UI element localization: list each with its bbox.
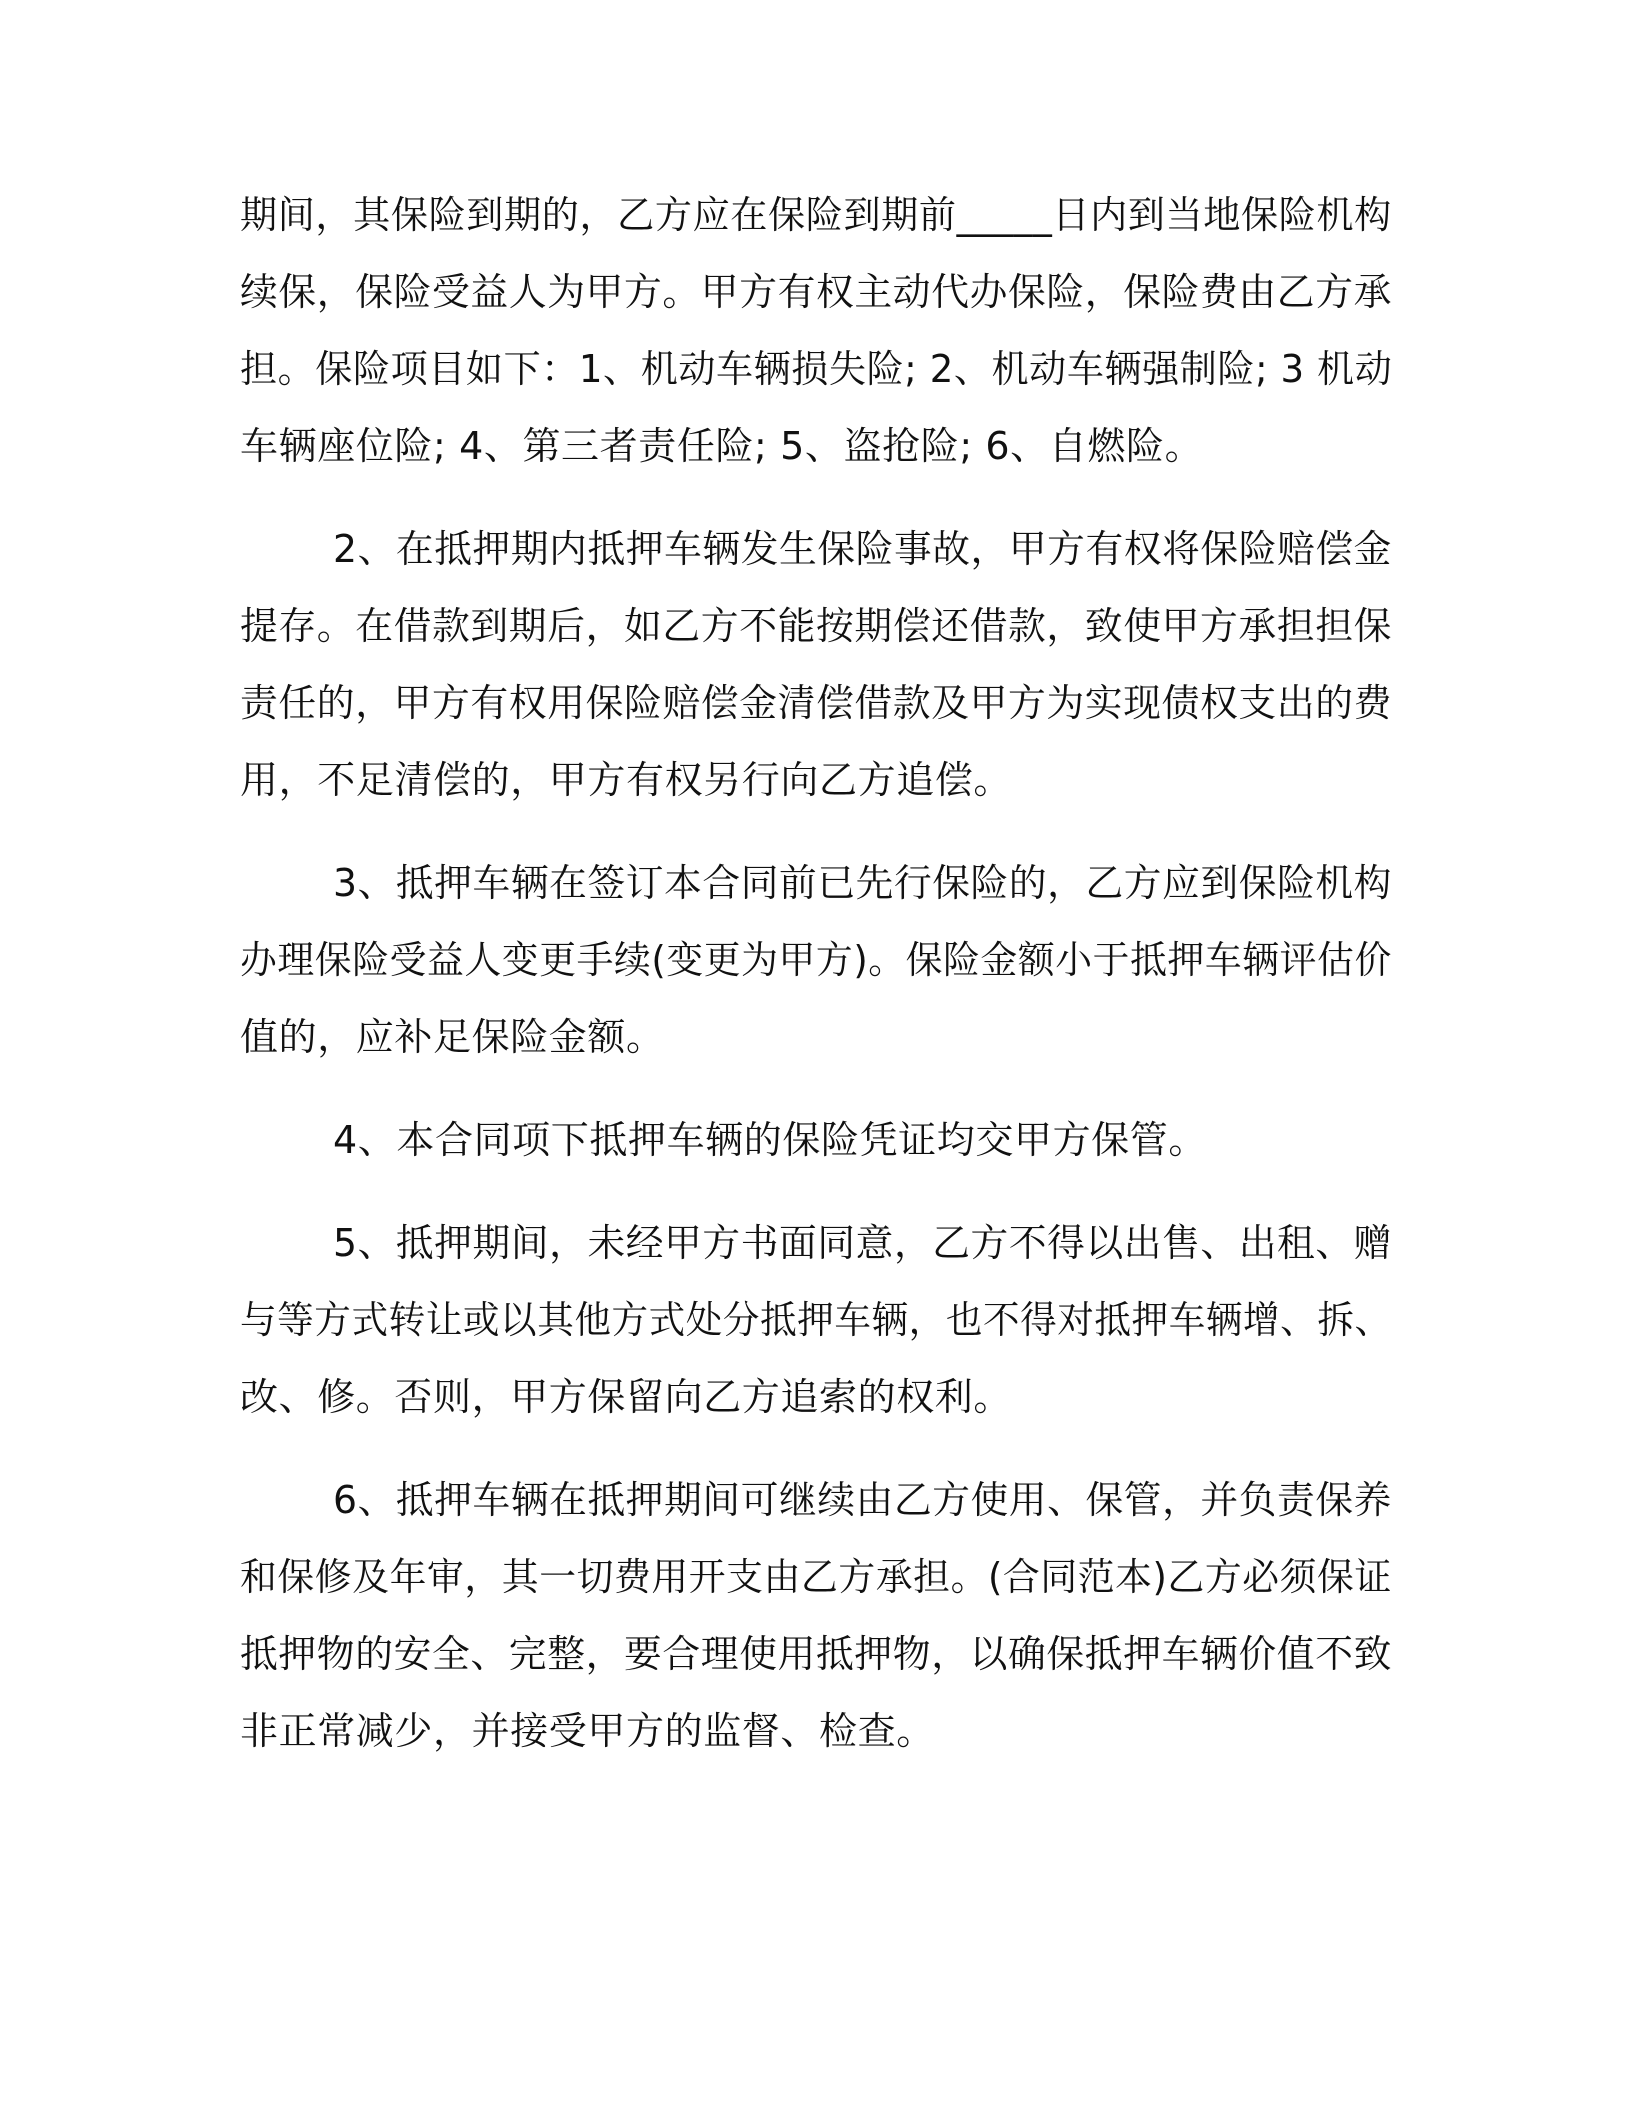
paragraph-6-line-1: 6、抵押车辆在抵押期间可继续由乙方使用、保管，并负责保养 bbox=[333, 1478, 1392, 1522]
paragraph-4-line-1: 4、本合同项下抵押车辆的保险凭证均交甲方保管。 bbox=[333, 1118, 1207, 1162]
paragraph-5-line-2: 与等方式转让或以其他方式处分抵押车辆，也不得对抵押车辆增、拆、 bbox=[240, 1298, 1392, 1342]
paragraph-3-line-3: 值的，应补足保险金额。 bbox=[240, 1015, 665, 1059]
paragraph-2-line-2: 提存。在借款到期后，如乙方不能按期偿还借款，致使甲方承担担保 bbox=[240, 604, 1393, 648]
paragraph-6-line-4: 非正常减少，并接受甲方的监督、检查。 bbox=[240, 1709, 935, 1753]
paragraph-5-line-1: 5、抵押期间，未经甲方书面同意，乙方不得以出售、出租、赠 bbox=[333, 1221, 1392, 1265]
paragraph-1-line-2: 续保，保险受益人为甲方。甲方有权主动代办保险，保险费由乙方承 bbox=[240, 270, 1393, 314]
paragraph-1-line-1: 期间，其保险到期的，乙方应在保险到期前_____日内到当地保险机构 bbox=[240, 193, 1392, 237]
paragraph-2-line-4: 用，不足清偿的，甲方有权另行向乙方追偿。 bbox=[240, 758, 1013, 802]
paragraph-6-line-2: 和保修及年审，其一切费用开支由乙方承担。(合同范本)乙方必须保证 bbox=[240, 1555, 1392, 1599]
paragraph-1-line-4: 车辆座位险; 4、第三者责任险; 5、盗抢险; 6、自燃险。 bbox=[240, 424, 1204, 468]
paragraph-3-line-1: 3、抵押车辆在签订本合同前已先行保险的，乙方应到保险机构 bbox=[333, 861, 1392, 905]
paragraph-3-line-2: 办理保险受益人变更手续(变更为甲方)。保险金额小于抵押车辆评估价 bbox=[240, 938, 1392, 982]
paragraph-2-line-3: 责任的，甲方有权用保险赔偿金清偿借款及甲方为实现债权支出的费 bbox=[240, 681, 1393, 725]
paragraph-2-line-1: 2、在抵押期内抵押车辆发生保险事故，甲方有权将保险赔偿金 bbox=[333, 527, 1392, 571]
paragraph-1-line-3: 担。保险项目如下：1、机动车辆损失险; 2、机动车辆强制险; 3 机动 bbox=[240, 347, 1393, 391]
paragraph-5-line-3: 改、修。否则，甲方保留向乙方追索的权利。 bbox=[240, 1375, 1013, 1419]
paragraph-6-line-3: 抵押物的安全、完整，要合理使用抵押物，以确保抵押车辆价值不致 bbox=[240, 1632, 1393, 1676]
